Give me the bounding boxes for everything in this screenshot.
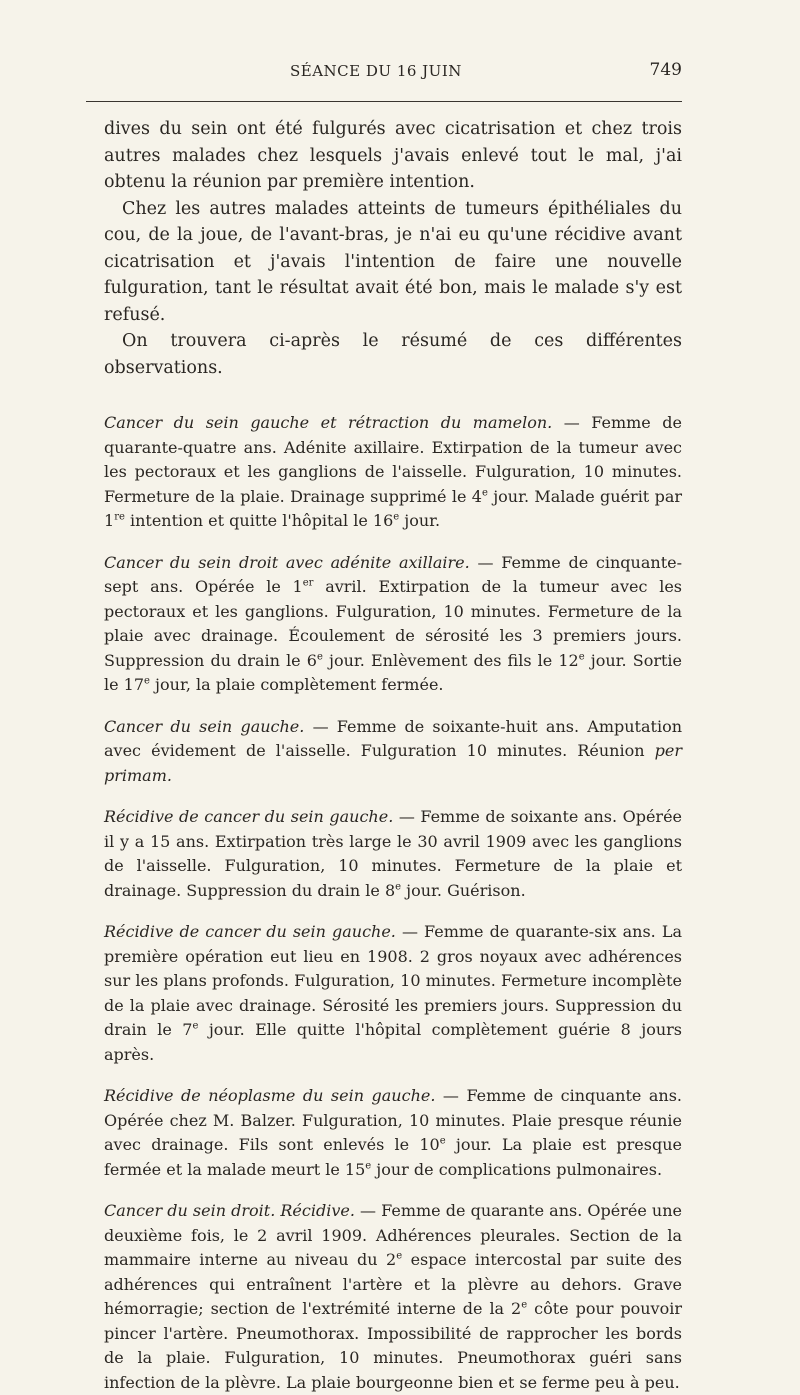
case-4-sup-a: e	[395, 881, 402, 893]
case-2-text-c: jour. Enlèvement des fils le 12	[322, 650, 579, 670]
page-body	[104, 116, 682, 1395]
case-2-sup-b: e	[316, 651, 323, 663]
case-2-text-d: jour. Sortie le 17	[104, 650, 682, 694]
case-3-text-a: — Femme de soixante-huit ans. Amputation avec évidement de l'aisselle. Fulguration 10 minutes. Réunion	[104, 716, 682, 760]
case-2-sup-a: er	[302, 577, 314, 589]
case-2-text-b: avril. Extirpation de la tumeur avec les pectoraux et les ganglions. Fulguration, 10 minutes. Fermeture de la plaie avec drainage. Écoulement de sérosité les 3 premiers jours. Suppression du drain le 6	[104, 577, 683, 670]
case-7-sup-b: e	[521, 1299, 528, 1311]
case-6-text-a: — Femme de cinquante ans. Opérée chez M. Balzer. Fulguration, 10 minutes. Plaie presque réunie avec drainage. Fils sont enlevés le 10	[104, 1086, 682, 1154]
case-1-text-c: intention et quitte l'hôpital le 16	[124, 511, 394, 530]
case-6-sup-a: e	[439, 1135, 446, 1147]
case-1-text-a: — Femme de quarante-quatre ans. Adénite axillaire. Extirpation de la tumeur avec les pectoraux et les ganglions de l'aisselle. Fulguration, 10 minutes. Fermeture de la plaie. Drainage supprimé le 4	[104, 413, 682, 506]
case-5-text-b: jour. Elle quitte l'hôpital complètement guérie 8 jours après.	[104, 1020, 682, 1064]
case-2-text-a: — Femme de cinquante-sept ans. Opérée le 1	[104, 552, 683, 596]
case-5	[104, 920, 682, 1067]
case-6-text-b: jour. La plaie est presque fermée et la malade meurt le 15	[104, 1135, 682, 1179]
case-4-text-a: — Femme de soixante ans. Opérée il y a 15 ans. Extirpation très large le 30 avril 1909 avec les ganglions de l'aisselle. Fulguration, 10 minutes. Fermeture de la plaie et drainage. Suppression du drain le 8	[104, 807, 683, 900]
case-6-title: Récidive de néoplasme du sein gauche.	[104, 1086, 436, 1105]
case-6-sup-b: e	[365, 1160, 372, 1172]
case-4	[104, 805, 682, 903]
case-1-text-b: jour. Malade guérit par 1	[104, 486, 683, 530]
page-header	[104, 58, 682, 88]
case-1-title: Cancer du sein gauche et rétraction du mamelon.	[104, 413, 553, 432]
case-3	[104, 715, 682, 789]
case-7	[104, 1199, 682, 1395]
case-6	[104, 1084, 682, 1182]
case-1-sup-c: e	[393, 511, 400, 523]
case-5-text-a: — Femme de quarante-six ans. La première opération eut lieu en 1908. 2 gros noyaux avec adhérences sur les plans profonds. Fulguration, 10 minutes. Fermeture incomplète de la plaie avec drainage. Sérosité les premiers jours. Suppression du drain le 7	[104, 922, 682, 1039]
case-6-text-c: jour de complications pulmonaires.	[371, 1159, 663, 1179]
case-7-text-a: — Femme de quarante ans. Opérée une deuxième fois, le 2 avril 1909. Adhérences pleurales. Section de la mammaire interne au niveau du 2	[104, 1201, 682, 1269]
intro-paragraph-3: On trouvera ci-après le résumé de ces différentes observations.	[104, 331, 682, 378]
case-1-text-d: jour.	[399, 511, 441, 530]
case-1-sup-b: re	[114, 511, 125, 523]
case-7-title: Cancer du sein droit. Récidive.	[104, 1201, 355, 1220]
case-3-title: Cancer du sein gauche.	[104, 716, 305, 736]
page-number: 749	[649, 60, 682, 80]
header-rule	[86, 101, 682, 102]
case-3-italic-a: per primam.	[104, 741, 682, 785]
case-1-sup-a: e	[481, 487, 488, 499]
case-5-title: Récidive de cancer du sein gauche.	[104, 922, 396, 941]
case-4-title: Récidive de cancer du sein gauche.	[104, 807, 394, 826]
case-5-sup-a: e	[192, 1020, 199, 1032]
running-head: SÉANCE DU 16 JUIN	[290, 62, 462, 80]
case-2-sup-d: e	[144, 675, 150, 687]
case-7-text-b: espace intercostal par suite des adhérences qui entraînent l'artère et la plèvre au dehors. Grave hémorragie; section de l'extrémité interne de la 2	[104, 1250, 683, 1318]
case-2-sup-c: e	[578, 651, 585, 663]
case-1	[104, 411, 682, 534]
case-2-text-e: jour, la plaie complètement fermée.	[149, 675, 444, 694]
case-2	[104, 551, 682, 698]
intro-paragraph-1: dives du sein ont été fulgurés avec cicatrisation et chez trois autres malades chez lesquels j'avais enlevé tout le mal, j'ai obtenu la réunion par première intention.	[104, 119, 682, 192]
case-7-text-c: côte pour pouvoir pincer l'artère. Pneumothorax. Impossibilité de rapprocher les bords de la plaie. Fulguration, 10 minutes. Pneumothorax guéri sans infection de la plèvre. La plaie bourgeonne bien et se ferme peu à peu.	[104, 1299, 682, 1392]
intro-paragraph-2: Chez les autres malades atteints de tumeurs épithéliales du cou, de la joue, de l'avant-bras, je n'ai eu qu'une récidive avant cicatrisation et j'avais l'intention de faire une nouvelle fulguration, tant le résultat avait été bon, mais le malade s'y est refusé.	[104, 198, 682, 325]
case-4-text-b: jour. Guérison.	[401, 880, 526, 900]
case-7-sup-a: e	[396, 1250, 403, 1262]
case-2-title: Cancer du sein droit avec adénite axillaire.	[104, 552, 470, 572]
intro-paragraphs	[104, 116, 682, 381]
